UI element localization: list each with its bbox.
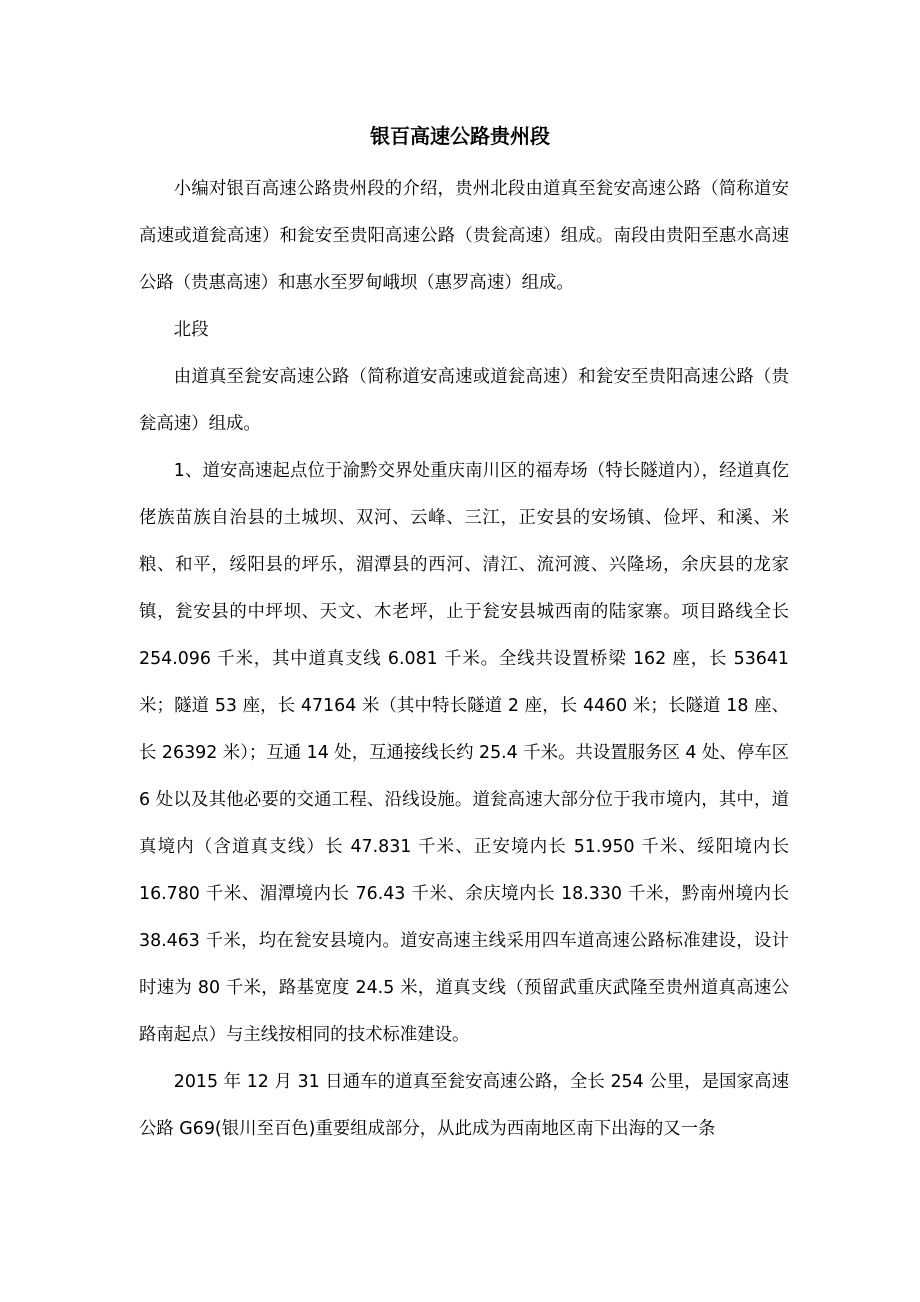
paragraph-intro: 小编对银百高速公路贵州段的介绍，贵州北段由道真至瓮安高速公路（简称道安高速或道瓮高速）和瓮安至贵阳高速公路（贵瓮高速）组成。南段由贵阳至惠水高速公路（贵惠高速）和惠水至罗甸峨坝（惠罗高速）组成。 [139,179,789,293]
section-heading-north: 北段 [173,320,209,340]
document-title: 银百高速公路贵州段 [370,124,550,148]
paragraph-daoan-details: 1、道安高速起点位于渝黔交界处重庆南川区的福寿场（特长隧道内），经道真仡佬族苗族自治县的土城坝、双河、云峰、三江，正安县的安场镇、俭坪、和溪、米粮、和平，绥阳县的坪乐，湄潭县的西河、清江、流河渡、兴隆场，余庆县的龙家镇，瓮安县的中坪坝、天文、木老坪，止于瓮安县城西南的陆家寨。项目路线全长 254.096 千米，其中道真支线 6.081 千米。全线共设置桥梁 162 座，长 53641 米；隧道 53 座，长 47164 米（其中特长隧道 2 座，长 4460 米；长隧道 18 座、长 26392 米）；互通 14 处，互通接线长约 25.4 千米。共设置服务区 4 处、停车区 6 处以及其他必要的交通工程、沿线设施。道瓮高速大部分位于我市境内，其中，道真境内（含道真支线）长 47.831 千米、正安境内长 51.950 千米、绥阳境内长 16.780 千米、湄潭境内长 76.43 千米、余庆境内长 18.330 千米，黔南州境内长 38.463 千米，均在瓮安县境内。道安高速主线采用四车道高速公路标准建设，设计时速为 80 千米，路基宽度 24.5 米，道真支线（预留武重庆武隆至贵州道真高速公路南起点）与主线按相同的技术标准建设。 [139,461,789,1045]
paragraph-north-summary: 由道真至瓮安高速公路（简称道安高速或道瓮高速）和瓮安至贵阳高速公路（贵瓮高速）组成。 [139,367,789,434]
paragraph-opening: 2015 年 12 月 31 日通车的道真至瓮安高速公路，全长 254 公里，是国家高速公路 G69(银川至百色)重要组成部分，从此成为西南地区南下出海的又一条 [139,1072,789,1139]
document-body [139,166,789,1153]
